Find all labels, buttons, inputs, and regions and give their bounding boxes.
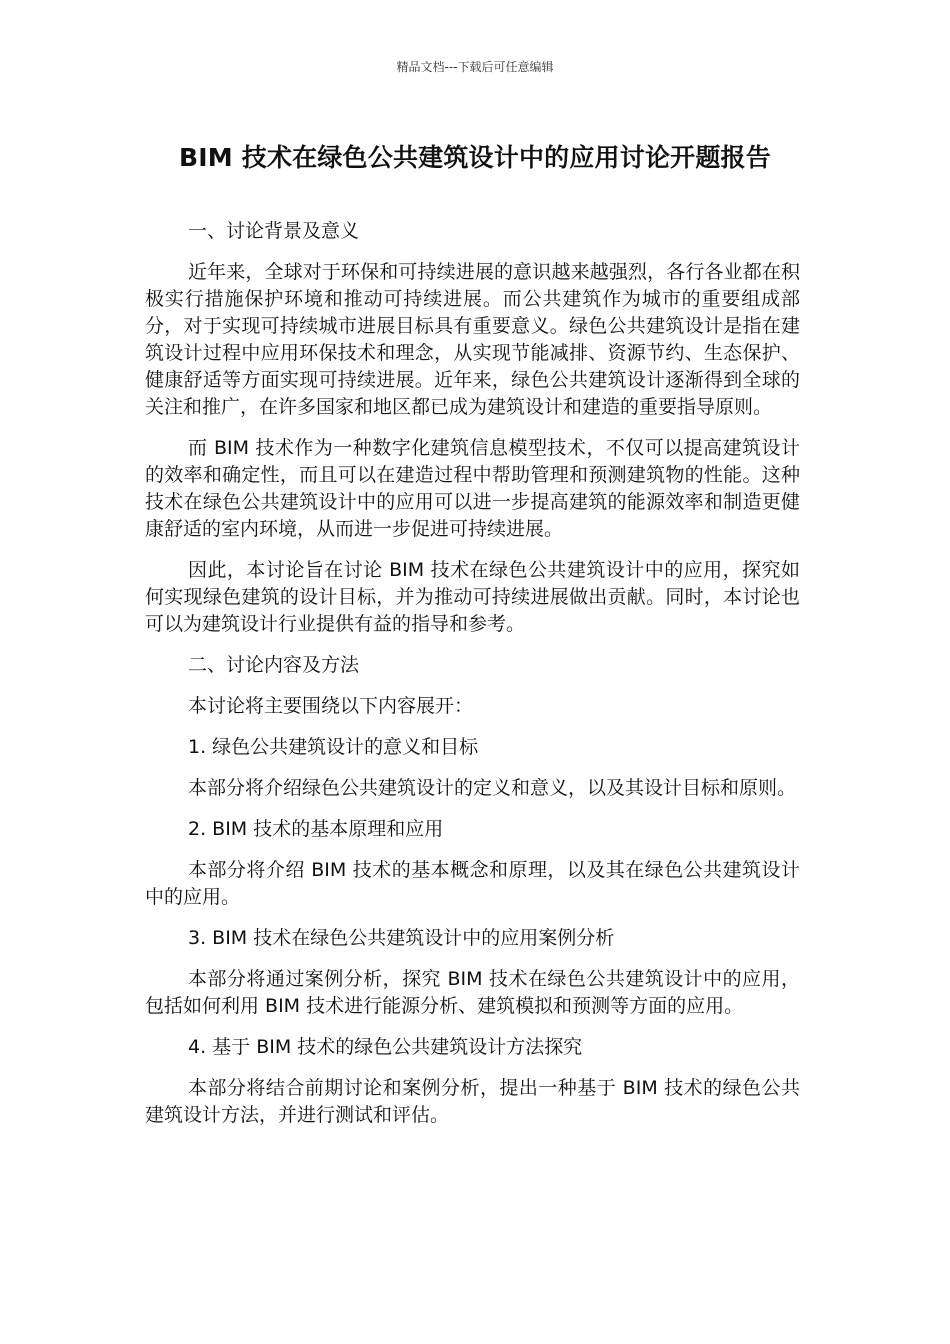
paragraph-sub-2: 本部分将介绍 BIM 技术的基本概念和原理，以及其在绿色公共建筑设计中的应用。 (145, 859, 800, 908)
subheading-2: 2. BIM 技术的基本原理和应用 (188, 818, 444, 840)
paragraph-background-3: 因此，本讨论旨在讨论 BIM 技术在绿色公共建筑设计中的应用，探究如何实现绿色建筑的设计目标，并为推动可持续进展做出贡献。同时，本讨论也可以为建筑设计行业提供有益的指导和参考。 (145, 559, 800, 635)
subheading-3: 3. BIM 技术在绿色公共建筑设计中的应用案例分析 (188, 927, 615, 949)
document-title: BIM 技术在绿色公共建筑设计中的应用讨论开题报告 (179, 143, 771, 172)
section-heading-background: 一、讨论背景及意义 (188, 220, 360, 242)
subheading-1: 1. 绿色公共建筑设计的意义和目标 (188, 736, 479, 758)
section-heading-content: 二、讨论内容及方法 (188, 654, 360, 676)
paragraph-background-1: 近年来，全球对于环保和可持续进展的意识越来越强烈，各行各业都在积极实行措施保护环境和推动可持续进展。而公共建筑作为城市的重要组成部分，对于实现可持续城市进展目标具有重要意义。绿色公共建筑设计是指在建筑设计过程中应用环保技术和理念，从实现节能减排、资源节约、生态保护、健康舒适等方面实现可持续进展。近年来，绿色公共建筑设计逐渐得到全球的关注和推广，在许多国家和地区都已成为建筑设计和建造的重要指导原则。 (145, 261, 800, 418)
document-body (145, 218, 800, 1143)
paragraph-background-2: 而 BIM 技术作为一种数字化建筑信息模型技术，不仅可以提高建筑设计的效率和确定性，而且可以在建造过程中帮助管理和预测建筑物的性能。这种技术在绿色公共建筑设计中的应用可以进一步提高建筑的能源效率和制造更健康舒适的室内环境，从而进一步促进可持续进展。 (145, 437, 800, 540)
header-note: 精品文档---下载后可任意编辑 (396, 60, 554, 74)
paragraph-sub-3: 本部分将通过案例分析，探究 BIM 技术在绿色公共建筑设计中的应用，包括如何利用 BIM 技术进行能源分析、建筑模拟和预测等方面的应用。 (145, 968, 800, 1017)
paragraph-content-intro: 本讨论将主要围绕以下内容展开： (188, 695, 474, 717)
subheading-4: 4. 基于 BIM 技术的绿色公共建筑设计方法探究 (188, 1036, 583, 1058)
paragraph-sub-1: 本部分将介绍绿色公共建筑设计的定义和意义，以及其设计目标和原则。 (188, 777, 797, 799)
paragraph-sub-4: 本部分将结合前期讨论和案例分析，提出一种基于 BIM 技术的绿色公共建筑设计方法，并进行测试和评估。 (145, 1077, 800, 1126)
